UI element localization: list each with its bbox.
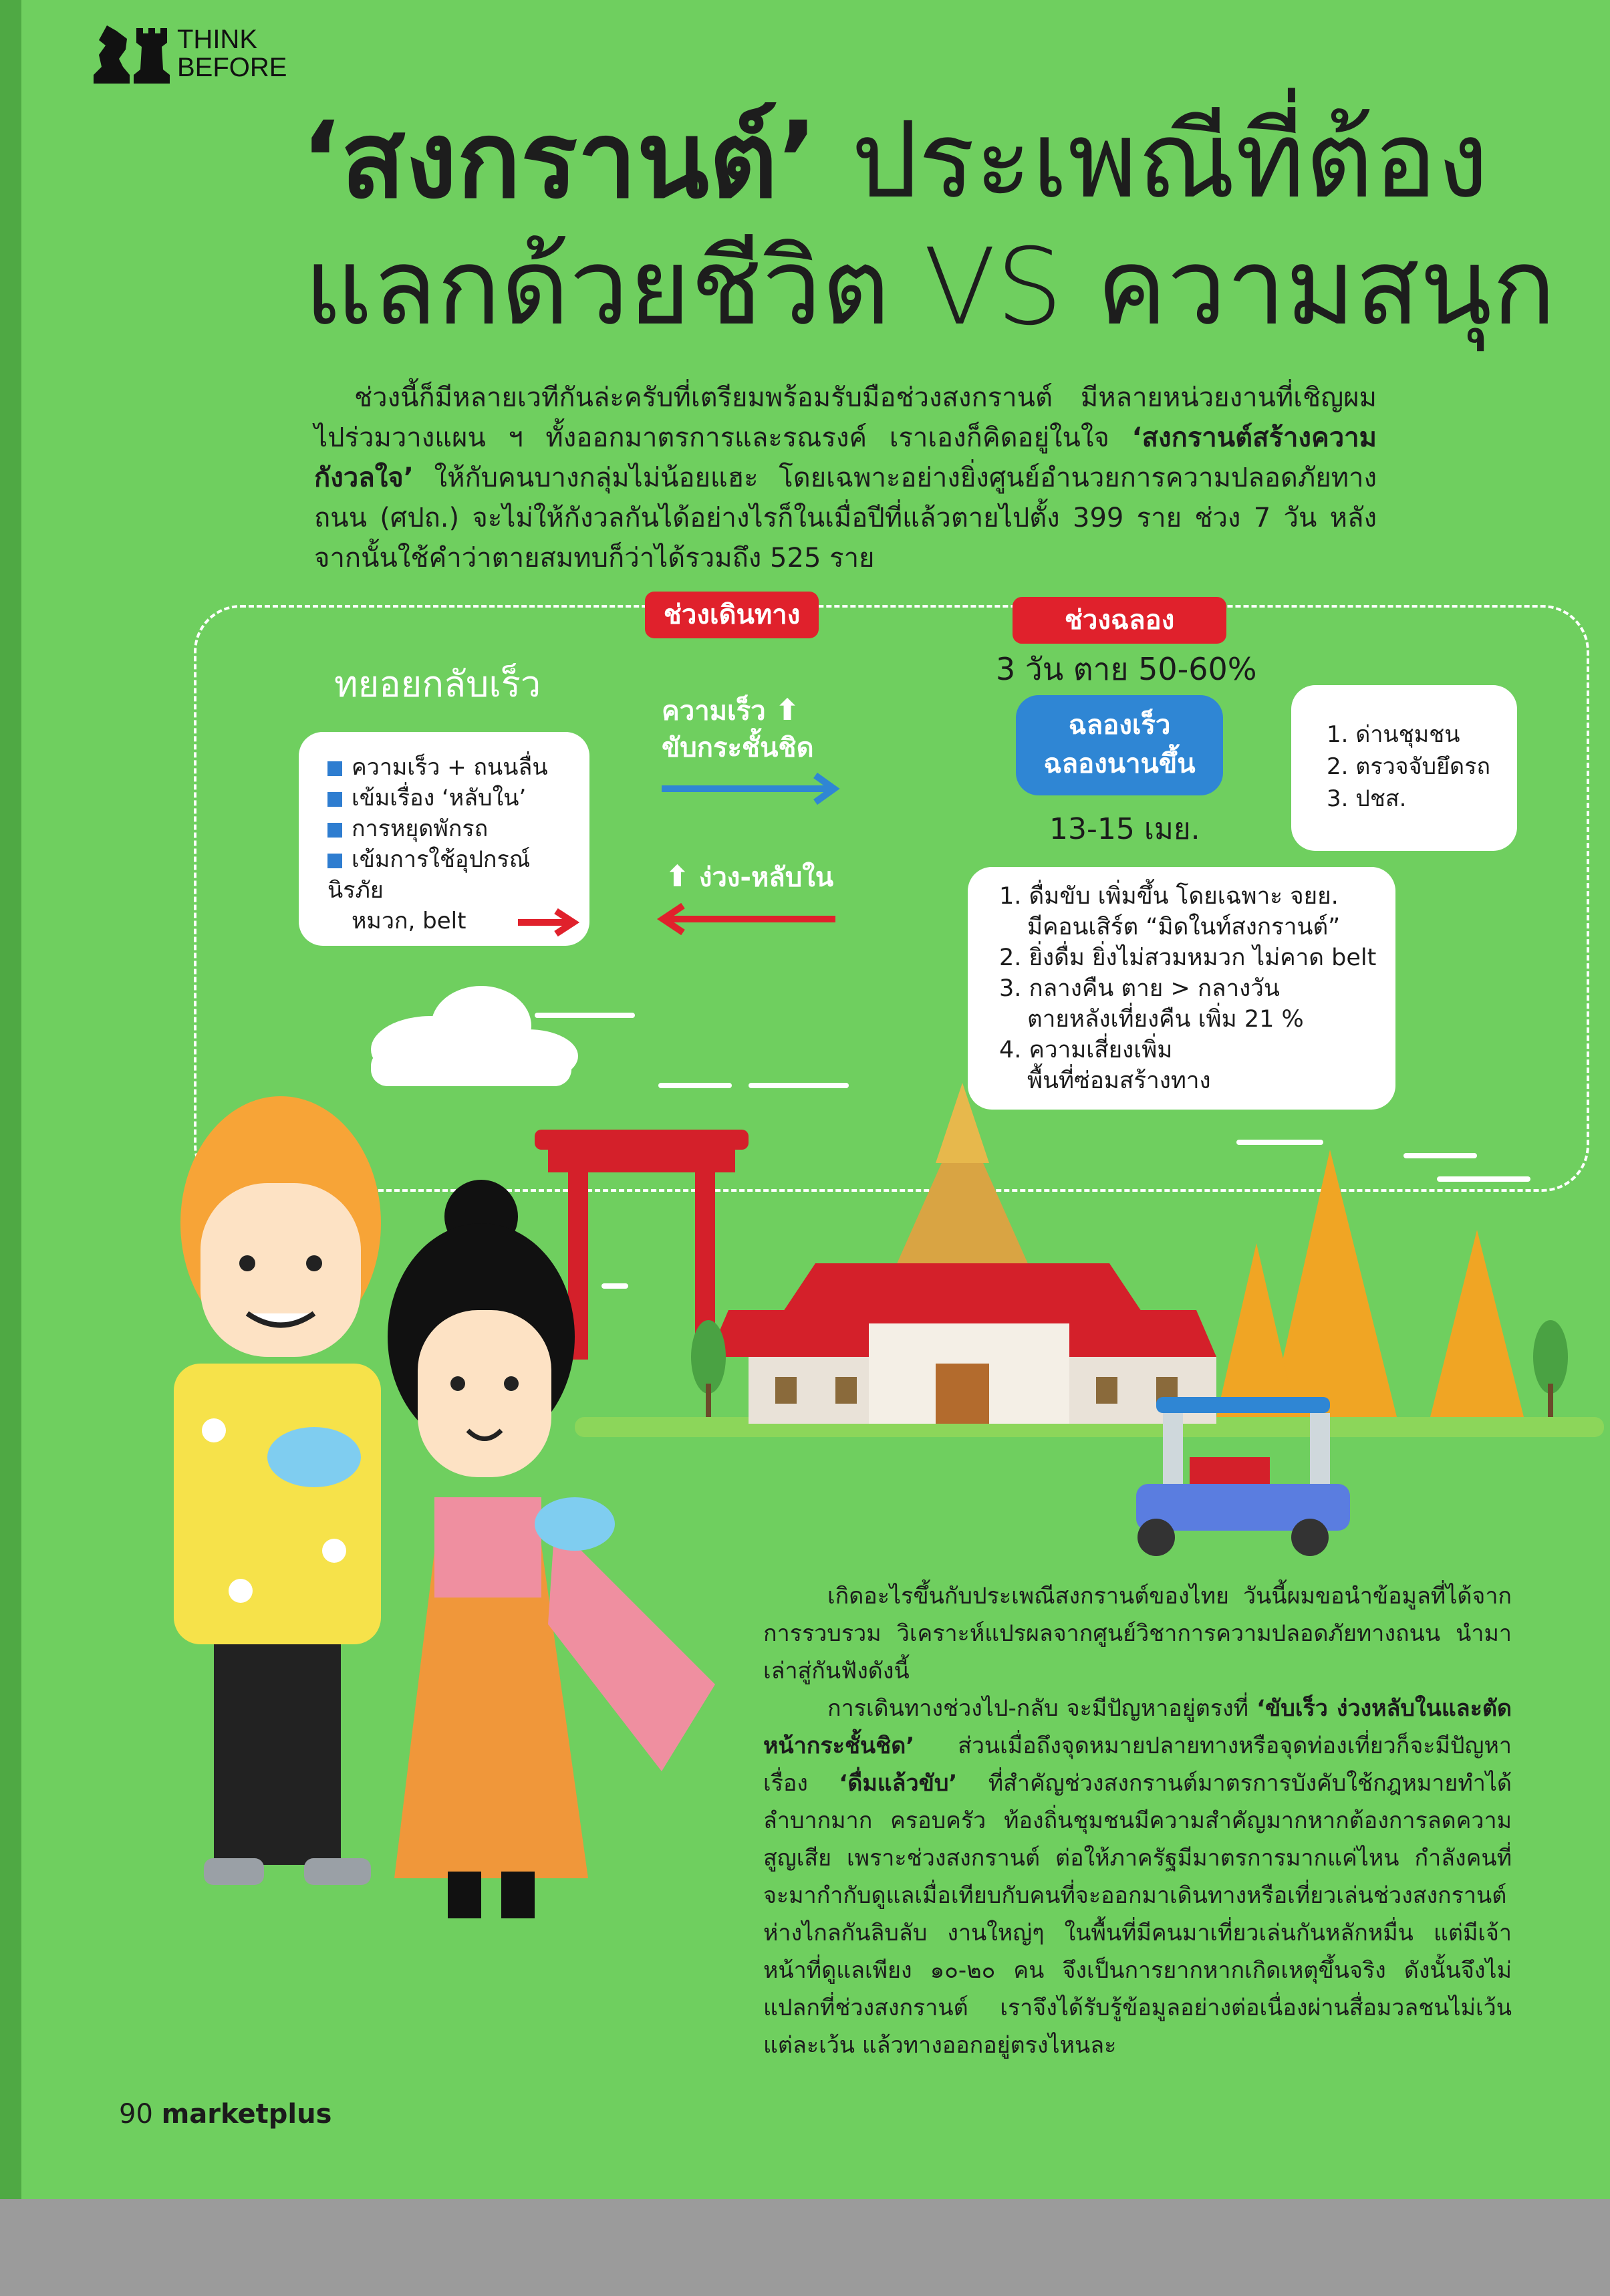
celebrate-badge-line1: ฉลองเร็ว <box>1068 710 1171 741</box>
drowsy-risk-label <box>665 856 833 898</box>
speed-risk-label <box>662 692 814 767</box>
section-label <box>177 25 287 82</box>
list-item <box>327 752 581 783</box>
stupa-icon <box>1216 1150 1524 1417</box>
speed-label-line2: ขับกระชั้นชิด <box>662 733 814 763</box>
celebrate-badge-line2: ฉลองนานขึ้น <box>1043 749 1196 779</box>
body-highlight: ‘ขับเร็ว ง่วงหลับในและตัดหน้ากระชั้นชิด’ <box>763 1695 1512 1759</box>
return-early-label: ทยอยกลับเร็ว <box>334 663 541 705</box>
list-item-continuation: หมวก, belt <box>352 908 466 934</box>
up-arrow-icon: ⬆ <box>665 860 690 894</box>
list-item-text: ความเร็ว + ถนนลื่น <box>352 754 548 781</box>
body-text: ที่สำคัญช่วงสงกรานต์มาตรการบังคับใช้กฎหมายทำได้ลำบากมาก ครอบครัว ท้องถิ่นชุมชนมีความสำคัญมากหากต้องการลดความสูญเสีย เพราะช่วงสงกรานต์ ต่อให้ภาครัฐมีมาตรการมากแค่ไหน กำลังคนที่จะมากำกับดูแลเมื่อเทียบกับคนที่จะออกมาเดินทางหรือเที่ยวเล่นช่วงสงกรานต์ห่างไกลกันลิบลับ งานใหญ่ๆ ในพื้นที่มีคนมาเที่ยวเล่นกันหลักหมื่น แต่มีเจ้าหน้าที่ดูแลเพียง ๑๐-๒๐ คน จึงเป็นการยากหากเกิดเหตุขึ้นจริง ดังนั้นจึงไม่แปลกที่ช่วงสงกรานต์ เราจึงได้รับรู้ข้อมูลอย่างต่อเนื่องผ่านสื่อมวลชนไม่เว้นแต่ละเว้น แล้วทางออกอยู่ตรงไหนละ <box>763 1770 1512 2059</box>
list-item: 2. ตรวจจับยึดรถ <box>1327 753 1490 780</box>
travel-period-badge: ช่วงเดินทาง <box>645 592 819 638</box>
speed-label-line1: ความเร็ว <box>662 696 766 727</box>
list-item-continuation: พื้นที่ซ่อมสร้างทาง <box>1027 1067 1211 1094</box>
temple-icon <box>708 1083 1216 1424</box>
section-label-line1: THINK <box>177 25 257 54</box>
title-highlight: ‘สงกรานต์’ <box>301 99 818 222</box>
up-arrow-icon: ⬆ <box>775 693 800 727</box>
body-paragraph-2 <box>763 1690 1512 2064</box>
body-text: เกิดอะไรขึ้นกับประเพณีสงกรานต์ของไทย วันนี้ผมขอนำข้อมูลที่ได้จากการรวบรวม วิเคราะห์แปรผลจากศูนย์วิชาการความปลอดภัยทางถนน นำมาเล่าสู่กันฟังดังนี้ <box>763 1583 1512 1684</box>
cloud-icon <box>371 986 578 1086</box>
girl-character-icon <box>388 1180 715 1918</box>
list-item: 4. ความเสี่ยงเพิ่ม <box>999 1037 1173 1063</box>
list-item: 2. ยิ่งดื่ม ยิ่งไม่สวมหมวก ไม่คาด belt <box>999 944 1377 971</box>
article-title-line2: แลกด้วยชีวิต VS ความสนุก <box>304 226 1557 349</box>
magazine-name: marketplus <box>161 2099 332 2130</box>
body-text: การเดินทางช่วงไป-กลับ จะมีปัญหาอยู่ตรงที่ <box>827 1695 1257 1722</box>
left-arrow-icon <box>648 899 842 939</box>
enforcement-list <box>1327 719 1490 815</box>
intro-paragraph <box>314 378 1377 578</box>
page-footer <box>119 2099 331 2130</box>
title-rest: ประเพณีที่ต้อง <box>817 99 1489 222</box>
list-item-text: การหยุดพักรถ <box>352 815 489 842</box>
bullet-square-icon <box>327 792 342 807</box>
festival-dates: 13-15 เมย. <box>1049 812 1200 846</box>
death-stat: 3 วัน ตาย 50-60% <box>996 651 1257 687</box>
list-item: 1. ดื่มขับ เพิ่มขึ้น โดยเฉพาะ จยย. <box>999 883 1339 910</box>
small-right-arrow-icon <box>515 906 581 939</box>
body-paragraph-1 <box>763 1577 1512 1690</box>
drowsy-label-text: ง่วง-หลับใน <box>698 862 834 893</box>
article-title-line1 <box>301 99 1504 222</box>
list-item: 3. ปชส. <box>1327 785 1407 812</box>
list-item-text: เข้มการใช้อุปกรณ์นิรภัย <box>327 846 531 904</box>
boy-character-icon <box>174 1096 381 1885</box>
list-item <box>327 813 581 844</box>
right-arrow-icon <box>655 769 855 809</box>
intro-text-a: ช่วงนี้ก็มีหลายเวทีกันล่ะครับที่เตรียมพร้อมรับมือช่วงสงกรานต์ มีหลายหน่วยงานที่เชิญผมไปร่วมวางแผน ฯ ทั้งออกมาตรการและรณรงค์ เราเองก็คิดอยู่ในใจ <box>314 382 1377 453</box>
list-item <box>327 783 581 813</box>
list-item-continuation: ตายหลังเที่ยงคืน เพิ่ม 21 % <box>1027 1006 1304 1033</box>
article-body <box>763 1577 1512 2064</box>
intro-highlight: ‘สงกรานต์สร้างความกังวลใจ’ <box>314 422 1377 493</box>
body-text: ส่วนเมื่อถึงจุดหมายปลายทางหรือจุดท่องเที่ยวก็จะมีปัญหาเรื่อง <box>763 1733 1512 1797</box>
list-item <box>327 844 581 906</box>
list-item-text: เข้มเรื่อง ‘หลับใน’ <box>352 785 527 811</box>
scan-bottom-margin <box>0 2199 1610 2296</box>
body-highlight: ‘ดื่มแล้วขับ’ <box>839 1770 958 1797</box>
bullet-square-icon <box>327 761 342 776</box>
page-number: 90 <box>119 2099 153 2130</box>
celebration-period-badge: ช่วงฉลอง <box>1013 597 1226 644</box>
section-label-line2: BEFORE <box>177 53 287 82</box>
bullet-square-icon <box>327 823 342 838</box>
list-item: 1. ด่านชุมชน <box>1327 721 1460 748</box>
list-item: 3. กลางคืน ตาย > กลางวัน <box>999 975 1280 1002</box>
bullet-square-icon <box>327 854 342 868</box>
list-item-continuation: มีคอนเสิร์ต “มิดในท์สงกรานต์” <box>1027 914 1341 940</box>
intro-text-b: ให้กับคนบางกลุ่มไม่น้อยแฮะ โดยเฉพาะอย่างยิ่งศูนย์อำนวยการความปลอดภัยทางถนน (ศปถ.) จะไม่ให้กังวลกันได้อย่างไรก็ในเมื่อปีที่แล้วตายไปตั้ง 399 ราย ช่วง 7 วัน หลังจากนั้นใช้คำว่าตายสมทบก็ว่าได้รวมถึง 525 ราย <box>314 463 1377 573</box>
celebrate-badge <box>1016 695 1223 795</box>
